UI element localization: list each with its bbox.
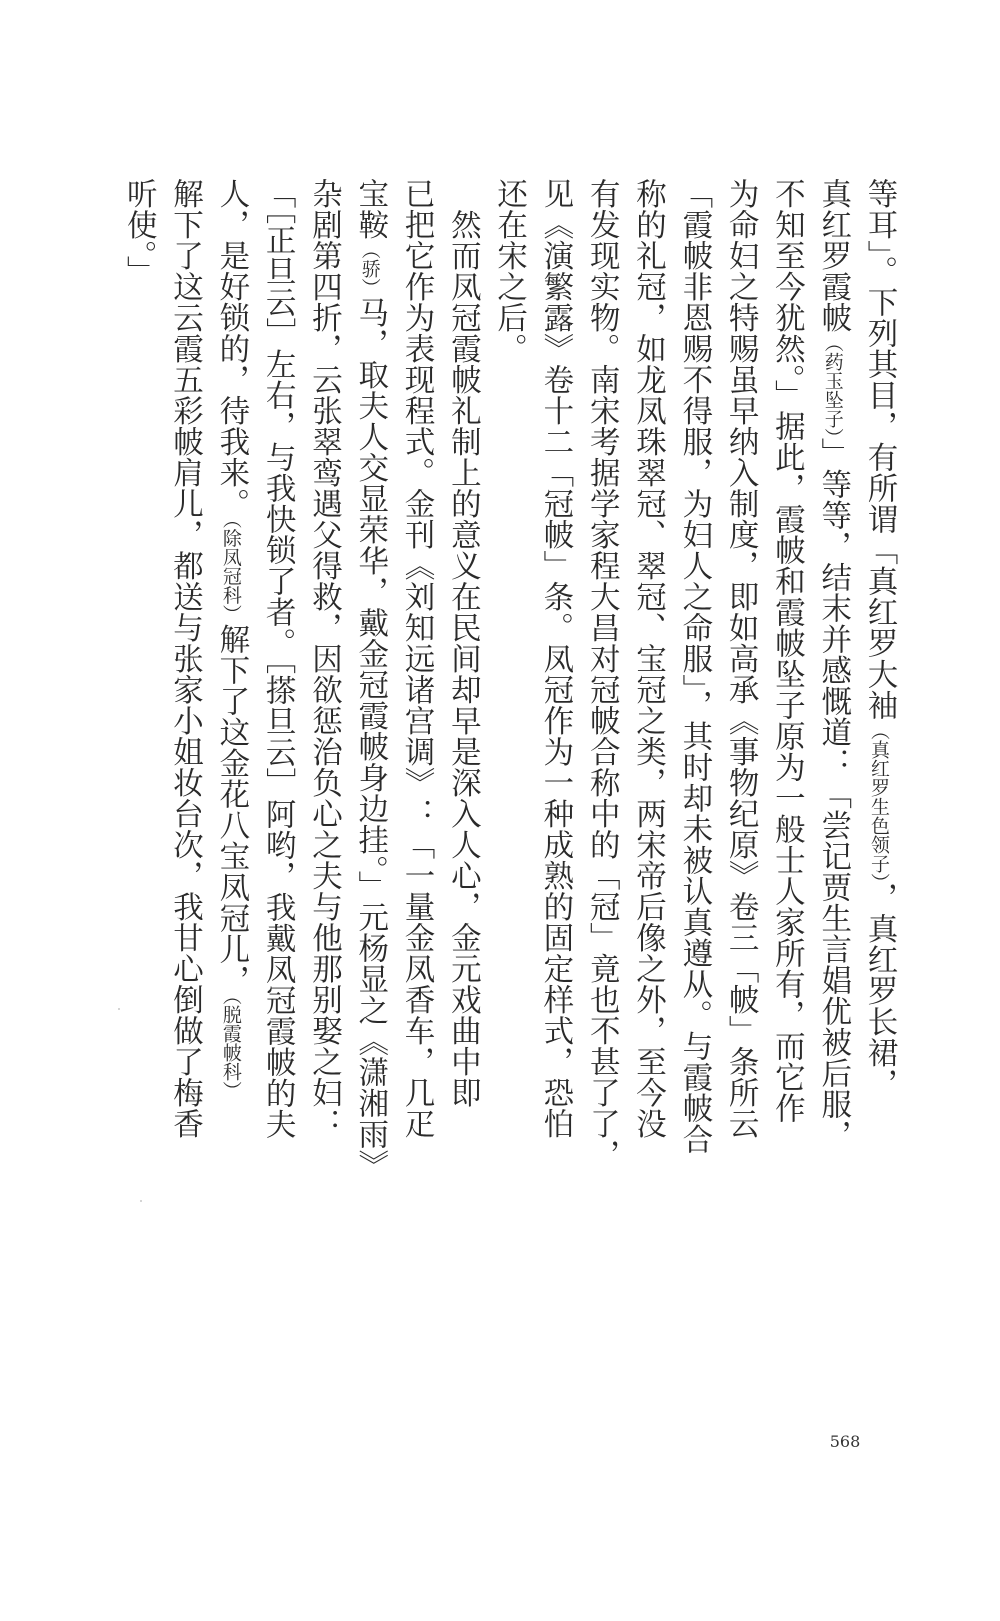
text-segment: 称的礼冠，如龙凤珠翠冠、翠冠、宝冠之类，两宋帝后像之外，至今没 — [630, 178, 666, 1139]
inline-annotation: （除凤冠科） — [219, 519, 242, 624]
text-segment: 听使。」 — [121, 178, 157, 287]
text-segment: ，真红罗长裙， — [862, 882, 897, 1100]
text-segment: 「［正旦云］左右，与我快锁了者。［搽旦云］阿哟，我戴凤冠霞帔的夫 — [260, 178, 296, 1140]
text-segment: 等耳」。下列其目，有所谓「真红罗大袖 — [862, 178, 897, 721]
text-segment: 马，取夫人交显荣华，戴金冠霞帔身边挂。」元杨显之《潇湘雨》 — [352, 297, 388, 1181]
text-segment: 已把它作为表现程式。金刊《刘知远诸宫调》：「一量金凤香车，几疋 — [399, 178, 435, 1139]
text-column — [717, 178, 763, 1139]
text-segment: 宝鞍 — [352, 178, 388, 240]
text-column — [254, 178, 300, 1140]
text-segment: 有发现实物。南宋考据学家程大昌对冠帔合称中的「冠」竟也不甚了了， — [584, 178, 620, 1170]
text-segment: 「霞帔非恩赐不得服，为妇人之命服」，其时却未被认真遵从。与霞帔合 — [676, 178, 712, 1155]
text-column — [300, 178, 346, 1139]
paper-speck — [118, 1008, 120, 1010]
inline-annotation: （脱霞帔科） — [219, 995, 242, 1100]
text-segment: 真红罗霞帔 — [815, 178, 851, 333]
text-column — [161, 178, 207, 1139]
inline-annotation: （药玉坠子） — [821, 333, 844, 438]
text-column — [763, 178, 809, 1124]
text-column — [346, 178, 392, 1181]
text-segment: 还在宋之后。 — [491, 178, 527, 364]
text-column — [624, 178, 670, 1139]
vertical-text-body — [115, 178, 902, 1181]
text-column — [208, 178, 254, 1100]
text-segment: 解下了这云霞五彩帔肩儿，都送与张家小姐妆台次，我甘心倒做了梅香 — [167, 178, 203, 1139]
inline-annotation: （真红罗生色领子） — [868, 720, 890, 883]
text-column — [485, 178, 531, 998]
text-column — [856, 178, 902, 1100]
text-column — [671, 178, 717, 1155]
text-column — [809, 178, 855, 1151]
text-segment: 见《演繁露》卷十二「冠帔」条。凤冠作为一种成熟的固定样式，恐怕 — [537, 178, 573, 1139]
paper-speck — [140, 1200, 142, 1202]
text-segment: 不知至今犹然。」据此，霞帔和霞帔坠子原为一般士人家所有，而它作 — [769, 178, 805, 1124]
page-number: 568 — [829, 1432, 861, 1451]
text-segment: 为命妇之特赐虽早纳入制度，即如高承《事物纪原》卷三「帔」条所云 — [723, 178, 759, 1139]
text-column — [439, 178, 485, 1108]
text-column — [532, 178, 578, 1139]
text-column — [115, 178, 161, 998]
inline-annotation: （骄） — [358, 240, 381, 297]
text-segment: 杂剧第四折，云张翠鸾遇父得救，因欲惩治负心之夫与他那别娶之妇： — [306, 178, 342, 1139]
text-segment: 然而凤冠霞帔礼制上的意义在民间却早是深入人心，金元戏曲中即 — [445, 178, 481, 1108]
text-segment: 」等等，结末并感慨道：「尝记贾生言娼优被后服， — [815, 437, 851, 1151]
text-column — [393, 178, 439, 1139]
text-segment: 人，是好锁的，待我来。 — [213, 178, 249, 519]
text-column — [578, 178, 624, 1170]
text-segment: 解下了这金花八宝凤冠儿， — [213, 623, 249, 996]
